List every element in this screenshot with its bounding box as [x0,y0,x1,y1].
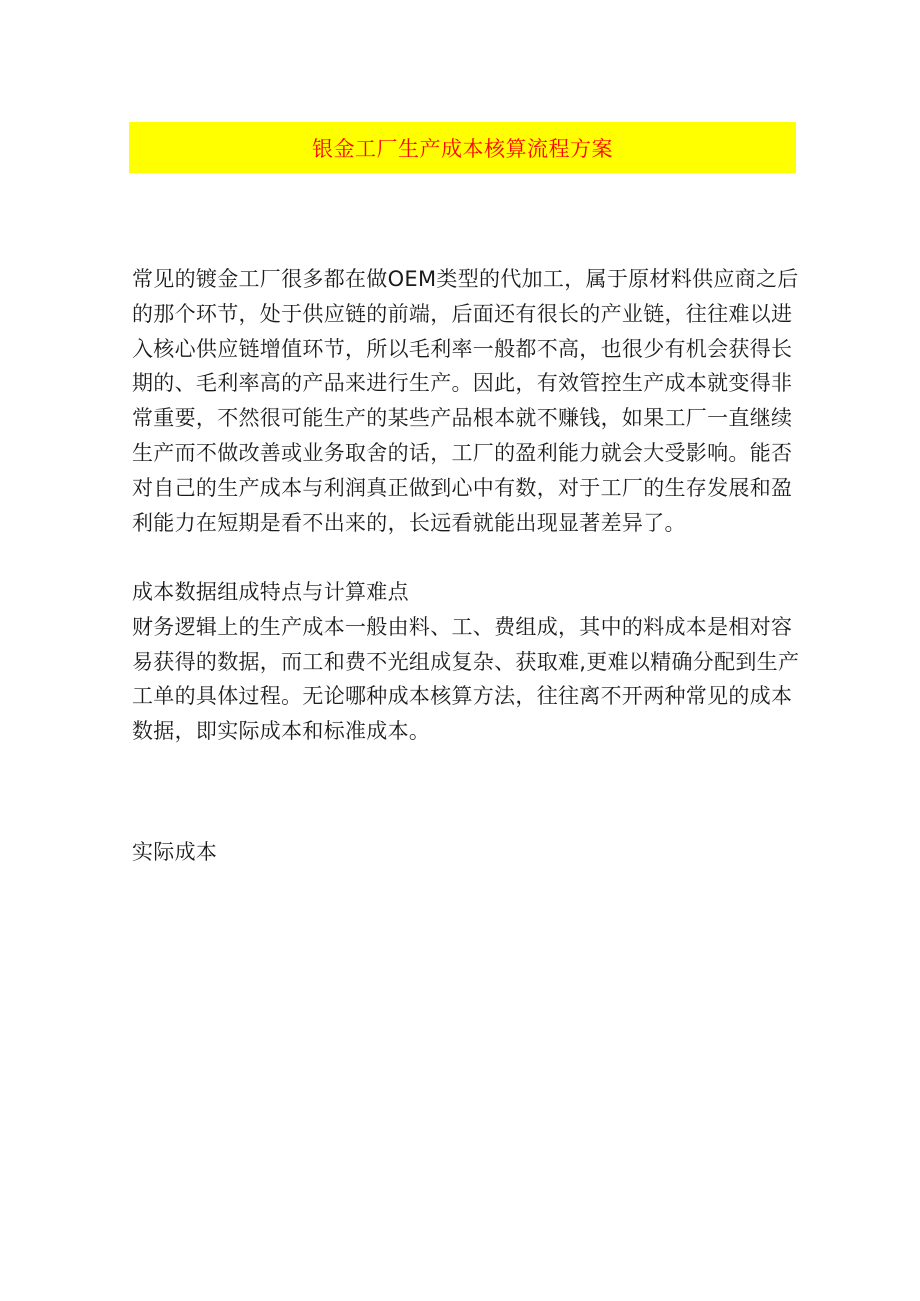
document-body [132,262,800,870]
cost-composition-paragraph: 财务逻辑上的生产成本一般由料、工、费组成，其中的料成本是相对容易获得的数据，而工和费不光组成复杂、获取难,更难以精确分配到生产工单的具体过程。无论哪种成本核算方法，往往离不开两种常见的成本数据，即实际成本和标准成本。 [132,614,800,744]
intro-paragraph: 常见的镀金工厂很多都在做OEM类型的代加工，属于原材料供应商之后的那个环节，处于供应链的前端，后面还有很长的产业链，往往难以进入核心供应链增值环节，所以毛利率一般都不高，也很少有机会获得长期的、毛利率高的产品来进行生产。因此，有效管控生产成本就变得非常重要，不然很可能生产的某些产品根本就不赚钱，如果工厂一直继续生产而不做改善或业务取舍的话，工厂的盈利能力就会大受影响。能否对自己的生产成本与利润真正做到心中有数，对于工厂的生存发展和盈利能力在短期是看不出来的，长远看就能出现显著差异了。 [132,267,799,535]
section-heading-actual-cost: 实际成本 [132,839,218,864]
document-title: 银金工厂生产成本核算流程方案 [312,136,613,161]
section-heading-cost-data: 成本数据组成特点与计算难点 [132,579,409,604]
title-banner [129,122,796,173]
